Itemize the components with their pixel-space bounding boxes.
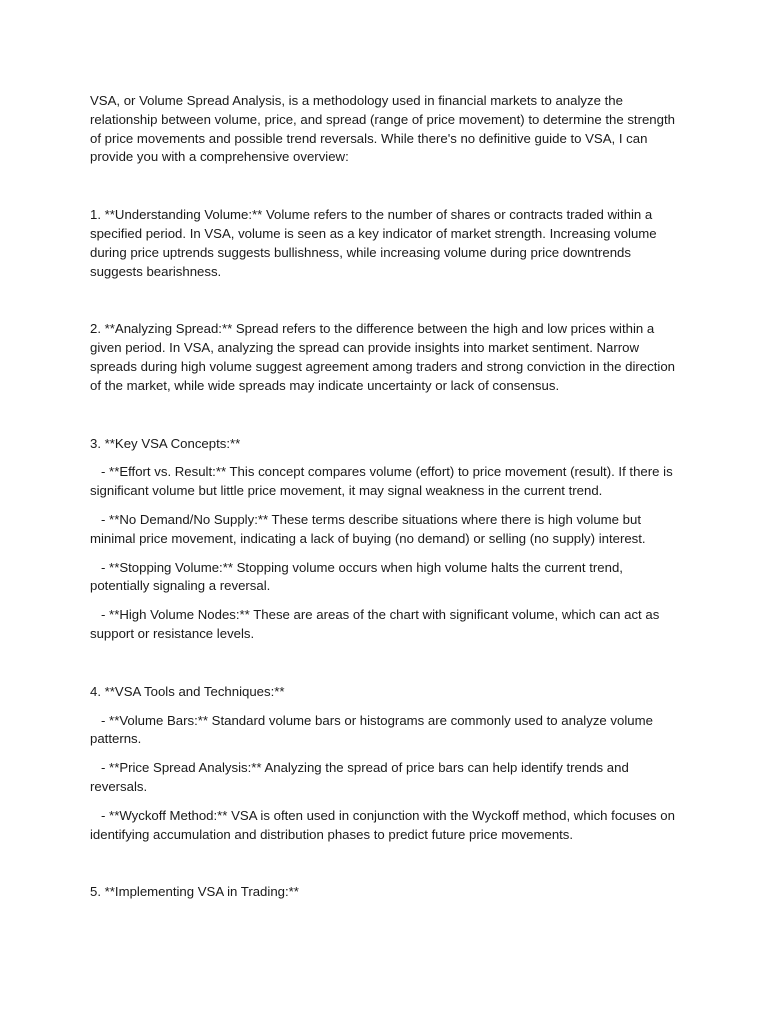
tool-price-spread-analysis: - **Price Spread Analysis:** Analyzing the spread of price bars can help identify trends and reversals.: [90, 760, 633, 794]
concept-no-demand-no-supply: - **No Demand/No Supply:** These terms describe situations where there is high volume but minimal price movement, indicating a lack of buying (no demand) or selling (no supply) interest.: [90, 511, 646, 546]
concept-effort-vs-result: - **Effort vs. Result:** This concept compares volume (effort) to price movement (result). If there is significant volume but little price movement, it may signal weakness in the current trend.: [90, 464, 677, 499]
section-implementing-vsa-heading: 5. **Implementing VSA in Trading:**: [90, 884, 299, 900]
section-analyzing-spread: 2. **Analyzing Spread:** Spread refers to the difference between the high and low prices within a given period. In VSA, analyzing the spread can provide insights into market sentiment. Narrow spreads during high volume suggest agreement among traders and strong conviction in the direction of the market, while wide spreads may indicate uncertainty or lack of consensus.: [90, 321, 675, 393]
concept-stopping-volume: - **Stopping Volume:** Stopping volume occurs when high volume halts the current trend, potentially signaling a reversal.: [90, 559, 627, 594]
section-understanding-volume: 1. **Understanding Volume:** Volume refers to the number of shares or contracts traded within a specified period. In VSA, volume is seen as a key indicator of market strength. Increasing volume during price uptrends suggests bullishness, while increasing volume during price downtrends suggests bearishness.: [90, 207, 657, 279]
section-vsa-tools-heading: 4. **VSA Tools and Techniques:**: [90, 683, 285, 699]
intro-paragraph: VSA, or Volume Spread Analysis, is a methodology used in financial markets to analyze the relationship between volume, price, and spread (range of price movement) to determine the strength of price movements and possible trend reversals. While there's no definitive guide to VSA, I can provide you with a comprehensive overview:: [90, 93, 675, 165]
tool-volume-bars: - **Volume Bars:** Standard volume bars or histograms are commonly used to analyze volume patterns.: [90, 712, 657, 747]
document-body: [90, 92, 680, 912]
concept-high-volume-nodes: - **High Volume Nodes:** These are areas of the chart with significant volume, which can act as support or resistance levels.: [90, 607, 663, 641]
section-key-vsa-concepts-heading: 3. **Key VSA Concepts:**: [90, 435, 241, 451]
tool-wyckoff-method: - **Wyckoff Method:** VSA is often used in conjunction with the Wyckoff method, which focuses on identifying accumulation and distribution phases to predict future price movements.: [90, 807, 679, 842]
